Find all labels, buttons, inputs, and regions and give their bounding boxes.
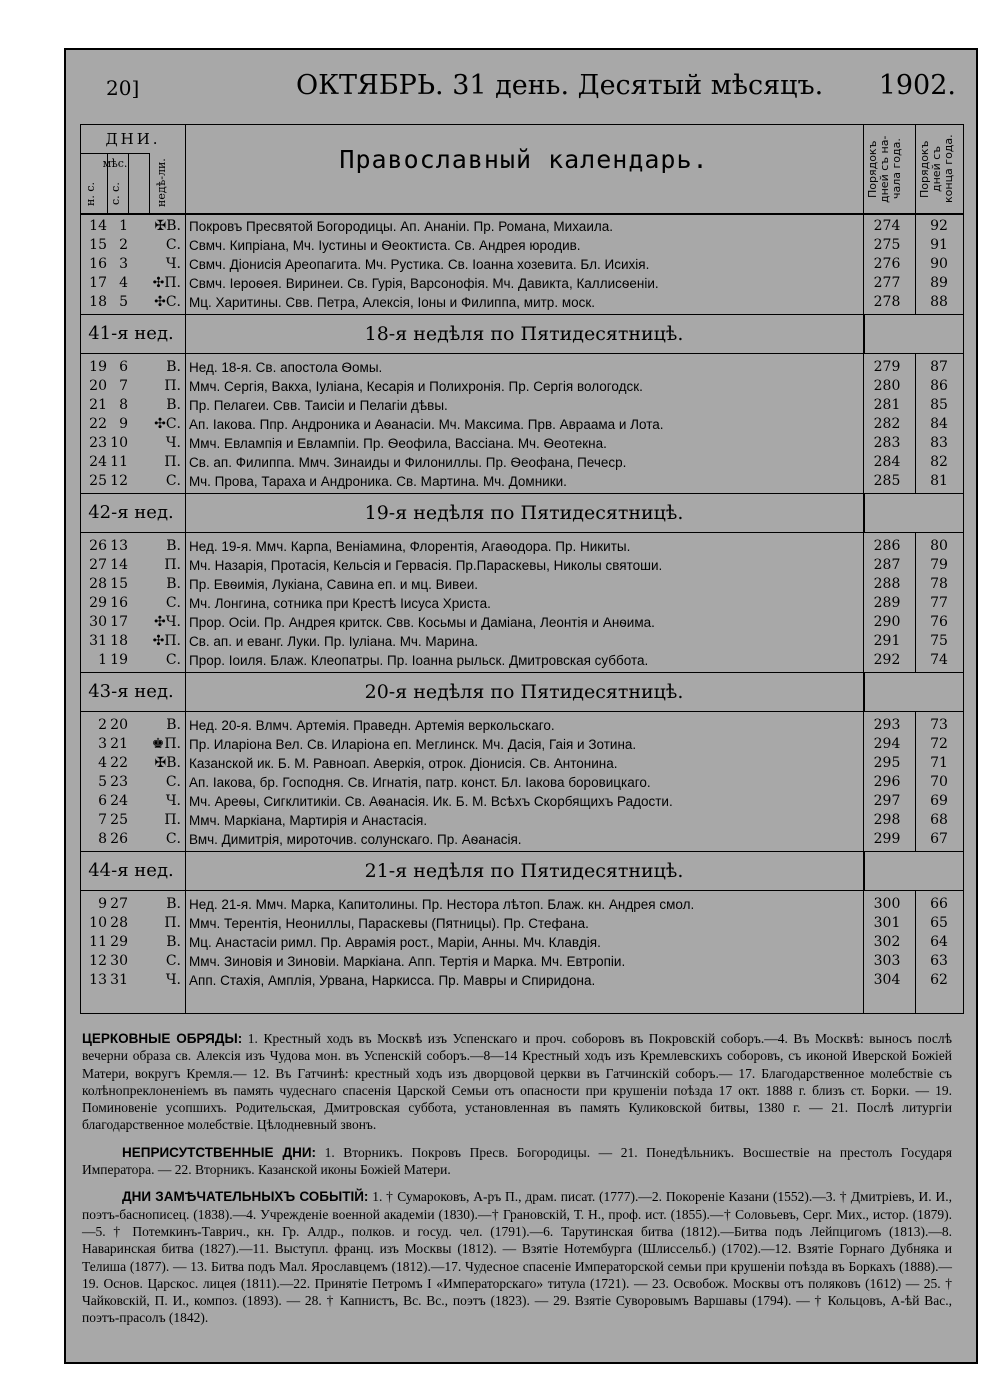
day-old-style: 30 — [110, 953, 128, 969]
day-saints: Мч. Ареѳы, Сигклитикіи. Св. Аѳанасія. Ик. Б. М. Всѣхъ Скорбящихъ Радости. — [189, 794, 673, 809]
day-new-style: 30 — [89, 614, 107, 630]
weekday: П. — [164, 378, 181, 394]
day-new-style: 10 — [89, 915, 107, 931]
day-row — [81, 754, 963, 773]
day-new-style: 18 — [89, 294, 107, 310]
day-of-year: 303 — [873, 953, 901, 969]
day-of-year: 288 — [873, 576, 901, 592]
day-saints: Ап. Іакова, бр. Господня. Св. Игнатія, патр. конст. Бл. Іакова боровицкаго. — [189, 775, 651, 790]
col-divider — [863, 494, 865, 532]
day-new-style: 11 — [89, 934, 107, 950]
day-of-year: 282 — [873, 416, 901, 432]
day-of-year: 276 — [873, 256, 901, 272]
days-remaining: 81 — [930, 473, 948, 489]
col-divider — [185, 315, 186, 353]
day-row — [81, 415, 963, 434]
week-number: 42-я нед. — [88, 502, 174, 523]
day-saints: Мч. Прова, Тараха и Андроника. Св. Мартина. Мч. Домники. — [189, 474, 567, 489]
day-of-year: 275 — [873, 237, 901, 253]
day-new-style: 12 — [89, 953, 107, 969]
day-of-year: 284 — [873, 454, 901, 470]
week-row — [81, 673, 963, 711]
day-of-year: 280 — [873, 378, 901, 394]
days-remaining: 71 — [930, 755, 948, 771]
days-remaining: 64 — [930, 934, 948, 950]
day-saints: Апп. Стахія, Амплія, Урвана, Наркисса. Пр. Мавры и Спиридона. — [189, 973, 596, 988]
days-remaining: 87 — [930, 359, 948, 375]
day-of-year: 281 — [873, 397, 901, 413]
day-saints: Ап. Іакова. Ппр. Андроника и Аѳанасіи. Мч. Максима. Прв. Авраама и Лота. — [189, 417, 664, 432]
day-row — [81, 594, 963, 613]
page-year: 1902. — [878, 70, 956, 101]
days-remaining: 65 — [930, 915, 948, 931]
days-remaining: 82 — [930, 454, 948, 470]
month-header: мѣс. — [102, 157, 128, 170]
day-saints: Казанской ик. Б. М. Равноап. Аверкія, отрок. Діонисія. Св. Антонина. — [189, 756, 618, 771]
day-row — [81, 472, 963, 491]
day-saints: Мч. Лонгина, сотника при Крестѣ Іисуса Христа. — [189, 596, 491, 611]
day-old-style: 22 — [110, 755, 128, 771]
day-new-style: 9 — [98, 896, 107, 912]
col-divider — [185, 852, 186, 890]
day-saints: Ммч. Зиновія и Зиновіи. Маркіана. Апп. Тертія и Марка. Мч. Евтропіи. — [189, 954, 626, 969]
day-saints: Св. ап. Филиппа. Ммч. Зинаиды и Филониллы. Пр. Ѳеофана, Печеср. — [189, 455, 627, 470]
day-new-style: 1 — [98, 652, 107, 668]
days-remaining: 67 — [930, 831, 948, 847]
day-saints: Мц. Харитины. Свв. Петра, Алексія, Іоны и Филиппа, митр. моск. — [189, 295, 596, 310]
day-row — [81, 434, 963, 453]
day-row — [81, 613, 963, 632]
week-title: 21-я недѣля по Пятидесятницѣ. — [364, 860, 684, 882]
day-saints: Пр. Пелагеи. Свв. Таисіи и Пелагіи дѣвы. — [189, 398, 448, 413]
holidays-label: НЕПРИСУТСТВЕННЫЕ ДНИ: — [122, 1144, 317, 1160]
weekday: ✠В. — [154, 218, 181, 234]
day-of-year: 278 — [873, 294, 901, 310]
church-rites-label: ЦЕРКОВНЫЕ ОБРЯДЫ: — [82, 1031, 243, 1046]
day-row — [81, 396, 963, 415]
day-old-style: 29 — [110, 934, 128, 950]
day-of-year: 294 — [873, 736, 901, 752]
day-row — [81, 377, 963, 396]
day-new-style: 23 — [89, 435, 107, 451]
weekday: ✣С. — [154, 294, 181, 310]
days-remaining: 69 — [930, 793, 948, 809]
day-new-style: 28 — [89, 576, 107, 592]
day-old-style: 6 — [119, 359, 128, 375]
day-row — [81, 716, 963, 735]
day-old-style: 20 — [110, 717, 128, 733]
events-text: 1. † Сумароковъ, А-ръ П., драм. писат. (1777).—2. Покореніе Казани (1552).—3. † Дмитріевъ, И. И., поэтъ-баснописец. (1838).—4. Учрежденіе военной академіи (1830).—† Грановскій, Т. Н., проф. ист. (1855).—† Соловьевъ, Серг. Мих., истор. (1879).—5. † Потемкинъ-Таврич., кн. Гр. Алдр., полков. и госуд. чел. (1791).—6. Тарутинская битва (1812).—Битва подъ Лейпцигомъ (1813).—8. Наваринская битва (1827).—11. Выступл. франц. изъ Москвы (1812). — Взятіе Нотембурга (Шлиссельб.) (1702).—12. Взятіе Горнаго Дубняка и Телиша (1877). — 13. Битва подъ Мал. Ярославцемъ (1812).—17. Чудесное спасеніе Императорской семьи при крушеніи поѣзда въ Боркахъ (1888).—19. Основ. Царскос. лицея (1811).—22. Принятіе Петромъ I «Императорскаго» титула (1721). — 23. Освобож. Москвы отъ поляковъ (1612) — 25. † Чайковскій, П. И., композ. (1893). — 28. † Капнистъ, Вс. Вс., поэтъ (1823). — 29. Взятіе Суворовымъ Варшавы (1794). — † Кольцовъ, А-ѣй Вас., поэтъ-прасолъ (1842). — [82, 1189, 952, 1326]
day-of-year: 302 — [873, 934, 901, 950]
day-of-year: 287 — [873, 557, 901, 573]
day-saints: Нед. 18-я. Св. апостола Ѳомы. — [189, 360, 383, 375]
day-saints: Нед. 20-я. Влмч. Артемія. Праведн. Артемія веркольскаго. — [189, 718, 555, 733]
day-of-year: 304 — [873, 972, 901, 988]
weekday: Ч. — [165, 972, 181, 988]
weekday: С. — [165, 652, 181, 668]
week-row — [81, 494, 963, 532]
days-remaining: 90 — [930, 256, 948, 272]
day-old-style: 25 — [110, 812, 128, 828]
new-style-header: н. с. — [84, 182, 97, 206]
day-old-style: 5 — [119, 294, 128, 310]
days-remaining: 91 — [930, 237, 948, 253]
days-remaining: 62 — [930, 972, 948, 988]
day-new-style: 16 — [89, 256, 107, 272]
day-old-style: 13 — [110, 538, 128, 554]
day-old-style: 28 — [110, 915, 128, 931]
weekday: В. — [166, 538, 181, 554]
weekday: С. — [165, 774, 181, 790]
day-row — [81, 274, 963, 293]
weekday: П. — [164, 557, 181, 573]
day-saints: Свмч. Кипріана, Мч. Іустины и Ѳеоктиста. Св. Андрея юродив. — [189, 238, 581, 253]
day-row — [81, 971, 963, 990]
day-of-year: 299 — [873, 831, 901, 847]
weekday: ✣П. — [152, 275, 181, 291]
day-row — [81, 255, 963, 274]
day-of-year: 290 — [873, 614, 901, 630]
days-remaining: 79 — [930, 557, 948, 573]
day-new-style: 27 — [89, 557, 107, 573]
days-remaining: 72 — [930, 736, 948, 752]
day-old-style: 19 — [110, 652, 128, 668]
day-of-year: 279 — [873, 359, 901, 375]
day-of-year: 289 — [873, 595, 901, 611]
day-old-style: 4 — [119, 275, 128, 291]
col-divider — [863, 673, 865, 711]
days-remaining: 88 — [930, 294, 948, 310]
week-title: 20-я недѣля по Пятидесятницѣ. — [364, 681, 684, 703]
weekday: В. — [166, 934, 181, 950]
days-remaining: 80 — [930, 538, 948, 554]
page-frame — [64, 48, 978, 1364]
days-remaining: 68 — [930, 812, 948, 828]
week-divider — [81, 711, 963, 712]
day-of-year: 291 — [873, 633, 901, 649]
day-old-style: 26 — [110, 831, 128, 847]
day-new-style: 19 — [89, 359, 107, 375]
day-old-style: 3 — [119, 256, 128, 272]
day-old-style: 7 — [119, 378, 128, 394]
day-saints: Пр. Евѳимія, Лукіана, Савина еп. и мц. Вивеи. — [189, 577, 478, 592]
day-old-style: 10 — [110, 435, 128, 451]
page-header — [66, 50, 976, 122]
days-remaining: 78 — [930, 576, 948, 592]
day-saints: Нед. 21-я. Ммч. Марка, Капитолины. Пр. Нестора лѣтоп. Блаж. кн. Андрея смол. — [189, 897, 695, 912]
day-old-style: 8 — [119, 397, 128, 413]
day-of-year: 296 — [873, 774, 901, 790]
days-remaining: 73 — [930, 717, 948, 733]
day-old-style: 14 — [110, 557, 128, 573]
day-of-year: 285 — [873, 473, 901, 489]
days-remaining: 85 — [930, 397, 948, 413]
day-old-style: 21 — [110, 736, 128, 752]
day-row — [81, 811, 963, 830]
day-old-style: 24 — [110, 793, 128, 809]
page-title: ОКТЯБРЬ. 31 день. Десятый мѣсяцъ. — [296, 70, 824, 101]
day-row — [81, 556, 963, 575]
day-saints: Свмч. Діонисія Ареопагита. Мч. Рустика. Св. Іоанна хозевита. Бл. Исихія. — [189, 257, 650, 272]
day-of-year: 300 — [873, 896, 901, 912]
days-remaining: 70 — [930, 774, 948, 790]
weekday: ✠В. — [154, 755, 181, 771]
day-old-style: 12 — [110, 473, 128, 489]
day-saints: Пр. Иларіона Вел. Св. Иларіона еп. Меглинск. Мч. Дасія, Гаія и Зотина. — [189, 737, 637, 752]
week-divider — [81, 532, 963, 533]
calendar-table — [80, 124, 964, 1014]
weekday: ♚П. — [151, 736, 181, 752]
day-row — [81, 773, 963, 792]
col-divider — [149, 153, 150, 213]
weekday: ✣С. — [154, 416, 181, 432]
day-new-style: 22 — [89, 416, 107, 432]
day-old-style: 16 — [110, 595, 128, 611]
events-label: ДНИ ЗАМѢЧАТЕЛЬНЫХЪ СОБЫТІЙ: — [122, 1189, 369, 1205]
weekday: С. — [165, 953, 181, 969]
day-old-style: 1 — [119, 218, 128, 234]
weekday: С. — [165, 473, 181, 489]
day-new-style: 20 — [89, 378, 107, 394]
days-to-end-header: Порядокъ дней съ конца года. — [918, 134, 955, 204]
day-old-style: 31 — [110, 972, 128, 988]
day-of-year: 274 — [873, 218, 901, 234]
days-remaining: 76 — [930, 614, 948, 630]
day-saints: Св. ап. и еванг. Луки. Пр. Іуліана. Мч. Марина. — [189, 634, 479, 649]
day-saints: Ммч. Сергія, Вакха, Іуліана, Кесарія и Полихронія. Пр. Сергія вологодск. — [189, 379, 643, 394]
calendar-title: Православный календарь. — [339, 145, 709, 174]
col-divider — [863, 852, 865, 890]
day-row — [81, 735, 963, 754]
day-new-style: 24 — [89, 454, 107, 470]
day-saints: Ммч. Терентія, Неониллы, Параскевы (Пятницы). Пр. Стефана. — [189, 916, 589, 931]
day-of-year: 293 — [873, 717, 901, 733]
day-saints: Ммч. Евлампія и Евлампіи. Пр. Ѳеофила, Вассіана. Мч. Ѳеотекна. — [189, 436, 607, 451]
day-row — [81, 293, 963, 312]
day-new-style: 29 — [89, 595, 107, 611]
day-row — [81, 632, 963, 651]
day-saints: Прор. Іоиля. Блаж. Клеопатры. Пр. Іоанна рыльск. Дмитровская суббота. — [189, 653, 649, 668]
day-new-style: 7 — [98, 812, 107, 828]
week-number: 41-я нед. — [88, 323, 174, 344]
day-saints: Свмч. Іероѳея. Виринеи. Св. Гурія, Варсонофія. Мч. Давикта, Каллисѳеніи. — [189, 276, 659, 291]
col-divider — [185, 673, 186, 711]
week-title: 18-я недѣля по Пятидесятницѣ. — [364, 323, 684, 345]
notes-section — [82, 1030, 952, 1337]
day-row — [81, 358, 963, 377]
weekday: П. — [164, 915, 181, 931]
days-remaining: 92 — [930, 218, 948, 234]
day-row — [81, 651, 963, 670]
days-remaining: 75 — [930, 633, 948, 649]
day-old-style: 2 — [119, 237, 128, 253]
day-of-year: 286 — [873, 538, 901, 554]
days-remaining: 89 — [930, 275, 948, 291]
day-new-style: 17 — [89, 275, 107, 291]
weekday: В. — [166, 576, 181, 592]
church-rites-text: 1. Крестный ходъ въ Москвѣ изъ Успенскаго и проч. соборовъ въ Покровскій соборъ.—4. Въ Москвѣ: выносъ послѣ вечерни образа св. Алексія изъ Чудова мон. въ Успенскій соборъ.—8—14 Крестный ходъ изъ Кремлевскихъ соборовъ, съ иконой Иверской Божіей Матери, вокругъ Кремля.— 12. Въ Гатчинѣ: крестный ходъ изъ дворцовой церкви въ Гатчинскій соборъ.— 17. Благодарственное молебствіе съ колѣнопреклоненіемъ въ память чудеснаго спасенія Царской Семьи отъ опасности при крушеніи поѣзда 17 окт. 1888 г. близъ ст. Борки. — 19. Поминовеніе усопшихъ. Родительская, Дмитровская суббота, установленная въ память Куликовской битвы, 1380 г. — 21. Послѣ литургіи благодарственное молебствіе. Цѣлодневный звонъ. — [82, 1031, 952, 1133]
days-remaining: 77 — [930, 595, 948, 611]
weekday: ✣П. — [152, 633, 181, 649]
day-new-style: 3 — [98, 736, 107, 752]
day-old-style: 27 — [110, 896, 128, 912]
day-saints: Мц. Анастасіи римл. Пр. Аврамія рост., Маріи, Анны. Мч. Клавдія. — [189, 935, 601, 950]
day-old-style: 23 — [110, 774, 128, 790]
day-saints: Покровъ Пресвятой Богородицы. Ап. Ананіи. Пр. Романа, Михаила. — [189, 219, 613, 234]
weekday: С. — [165, 831, 181, 847]
week-row — [81, 315, 963, 353]
days-remaining: 63 — [930, 953, 948, 969]
weekday-header: недѣ-ли. — [155, 158, 168, 208]
day-of-year: 298 — [873, 812, 901, 828]
day-of-year: 301 — [873, 915, 901, 931]
day-old-style: 11 — [110, 454, 128, 470]
weekday: Ч. — [165, 256, 181, 272]
day-saints: Ммч. Маркіана, Мартирія и Анастасія. — [189, 813, 428, 828]
days-from-start-header: Порядокъ дней съ на-чала года. — [866, 135, 903, 203]
day-old-style: 9 — [119, 416, 128, 432]
day-new-style: 4 — [98, 755, 107, 771]
day-row — [81, 217, 963, 236]
day-row — [81, 453, 963, 472]
day-of-year: 292 — [873, 652, 901, 668]
day-row — [81, 895, 963, 914]
day-row — [81, 537, 963, 556]
day-of-year: 295 — [873, 755, 901, 771]
holidays-text: 1. Вторникъ. Покровъ Пресв. Богородицы. — 21. Понедѣльникъ. Восшествіе на престолъ Государя Императора. — 22. Вторникъ. Казанской иконы Божіей Матери. — [82, 1144, 952, 1178]
week-divider — [81, 890, 963, 891]
days-remaining: 84 — [930, 416, 948, 432]
days-remaining: 74 — [930, 652, 948, 668]
day-new-style: 13 — [89, 972, 107, 988]
day-new-style: 31 — [89, 633, 107, 649]
week-title: 19-я недѣля по Пятидесятницѣ. — [364, 502, 684, 524]
days-remaining: 83 — [930, 435, 948, 451]
day-new-style: 6 — [98, 793, 107, 809]
days-remaining: 86 — [930, 378, 948, 394]
days-header: ДНИ. — [105, 130, 161, 148]
weekday: С. — [165, 237, 181, 253]
col-divider — [185, 494, 186, 532]
col-divider — [863, 315, 865, 353]
weekday: Ч. — [165, 435, 181, 451]
page-number: 20] — [106, 76, 140, 100]
weekday: ✣Ч. — [153, 614, 181, 630]
weekday: В. — [166, 359, 181, 375]
weekday: В. — [166, 717, 181, 733]
day-of-year: 277 — [873, 275, 901, 291]
day-new-style: 21 — [89, 397, 107, 413]
day-row — [81, 575, 963, 594]
day-saints: Нед. 19-я. Ммч. Карпа, Веніамина, Флорентія, Агаѳодора. Пр. Никиты. — [189, 539, 631, 554]
day-new-style: 8 — [98, 831, 107, 847]
day-row — [81, 952, 963, 971]
day-new-style: 14 — [89, 218, 107, 234]
day-row — [81, 830, 963, 849]
day-new-style: 26 — [89, 538, 107, 554]
header-divider — [81, 213, 963, 215]
week-number: 44-я нед. — [88, 860, 174, 881]
weekday: В. — [166, 397, 181, 413]
week-divider — [81, 353, 963, 354]
week-number: 43-я нед. — [88, 681, 174, 702]
day-old-style: 17 — [110, 614, 128, 630]
weekday: П. — [164, 812, 181, 828]
day-of-year: 297 — [873, 793, 901, 809]
weekday: Ч. — [165, 793, 181, 809]
weekday: В. — [166, 896, 181, 912]
weekday: С. — [165, 595, 181, 611]
day-row — [81, 236, 963, 255]
day-old-style: 18 — [110, 633, 128, 649]
day-saints: Прор. Осіи. Пр. Андрея критск. Свв. Косьмы и Даміана, Леонтія и Анѳима. — [189, 615, 655, 630]
day-row — [81, 914, 963, 933]
day-new-style: 2 — [98, 717, 107, 733]
weekday: П. — [164, 454, 181, 470]
day-new-style: 5 — [98, 774, 107, 790]
day-row — [81, 933, 963, 952]
day-of-year: 283 — [873, 435, 901, 451]
day-saints: Мч. Назарія, Протасія, Кельсія и Гервасія. Пр.Параскевы, Николы святоши. — [189, 558, 663, 573]
week-row — [81, 852, 963, 890]
day-row — [81, 792, 963, 811]
day-old-style: 15 — [110, 576, 128, 592]
days-remaining: 66 — [930, 896, 948, 912]
day-new-style: 25 — [89, 473, 107, 489]
day-new-style: 15 — [89, 237, 107, 253]
day-saints: Вмч. Димитрія, мироточив. солунскаго. Пр. Аѳанасія. — [189, 832, 522, 847]
old-style-header: с. с. — [109, 182, 122, 206]
